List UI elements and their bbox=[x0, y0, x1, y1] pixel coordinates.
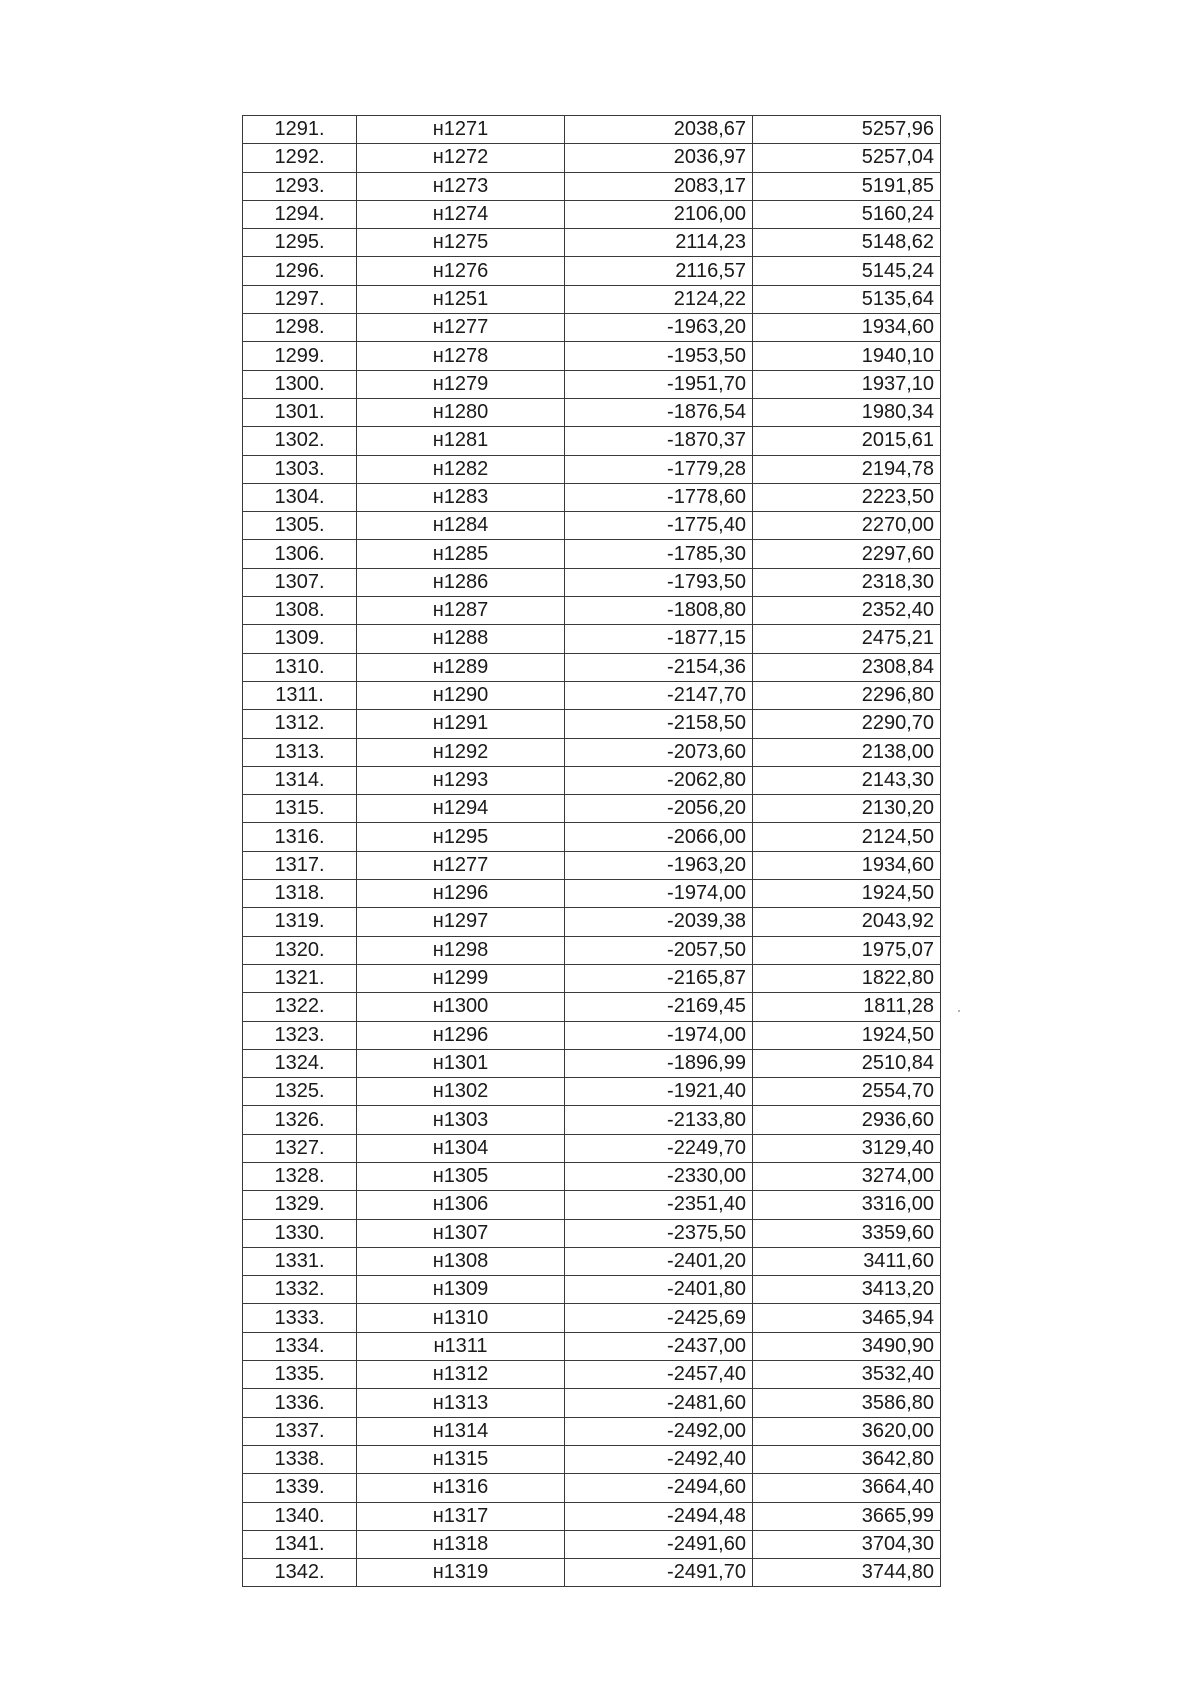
point-label-cell: н1282 bbox=[357, 455, 565, 483]
table-row bbox=[243, 1417, 941, 1445]
y-coordinate-cell: 2352,40 bbox=[753, 597, 941, 625]
row-number-cell: 1307. bbox=[243, 568, 357, 596]
y-coordinate-cell: 5191,85 bbox=[753, 172, 941, 200]
row-number-cell: 1336. bbox=[243, 1389, 357, 1417]
x-coordinate-cell: -1877,15 bbox=[565, 625, 753, 653]
x-coordinate-cell: -2494,48 bbox=[565, 1502, 753, 1530]
x-coordinate-cell: -1808,80 bbox=[565, 597, 753, 625]
row-number-cell: 1324. bbox=[243, 1049, 357, 1077]
row-number-cell: 1304. bbox=[243, 483, 357, 511]
row-number-cell: 1296. bbox=[243, 257, 357, 285]
y-coordinate-cell: 2297,60 bbox=[753, 540, 941, 568]
point-label-cell: н1272 bbox=[357, 144, 565, 172]
table-row bbox=[243, 1276, 941, 1304]
y-coordinate-cell: 3664,40 bbox=[753, 1474, 941, 1502]
row-number-cell: 1305. bbox=[243, 512, 357, 540]
y-coordinate-cell: 3411,60 bbox=[753, 1247, 941, 1275]
table-row bbox=[243, 398, 941, 426]
x-coordinate-cell: -2401,80 bbox=[565, 1276, 753, 1304]
point-label-cell: н1308 bbox=[357, 1247, 565, 1275]
point-label-cell: н1302 bbox=[357, 1078, 565, 1106]
row-number-cell: 1297. bbox=[243, 285, 357, 313]
row-number-cell: 1295. bbox=[243, 229, 357, 257]
table-row bbox=[243, 1530, 941, 1558]
point-label-cell: н1300 bbox=[357, 993, 565, 1021]
point-label-cell: н1311 bbox=[357, 1332, 565, 1360]
table-row bbox=[243, 314, 941, 342]
x-coordinate-cell: -2165,87 bbox=[565, 964, 753, 992]
point-label-cell: н1318 bbox=[357, 1530, 565, 1558]
coordinates-table-body bbox=[243, 116, 941, 1587]
y-coordinate-cell: 3359,60 bbox=[753, 1219, 941, 1247]
x-coordinate-cell: -1876,54 bbox=[565, 398, 753, 426]
y-coordinate-cell: 3704,30 bbox=[753, 1530, 941, 1558]
row-number-cell: 1327. bbox=[243, 1134, 357, 1162]
row-number-cell: 1306. bbox=[243, 540, 357, 568]
table-row bbox=[243, 1559, 941, 1587]
table-row bbox=[243, 427, 941, 455]
x-coordinate-cell: 2038,67 bbox=[565, 116, 753, 144]
y-coordinate-cell: 2318,30 bbox=[753, 568, 941, 596]
x-coordinate-cell: -2073,60 bbox=[565, 738, 753, 766]
row-number-cell: 1303. bbox=[243, 455, 357, 483]
table-row bbox=[243, 257, 941, 285]
x-coordinate-cell: -2481,60 bbox=[565, 1389, 753, 1417]
table-row bbox=[243, 540, 941, 568]
y-coordinate-cell: 3665,99 bbox=[753, 1502, 941, 1530]
row-number-cell: 1333. bbox=[243, 1304, 357, 1332]
x-coordinate-cell: -2457,40 bbox=[565, 1361, 753, 1389]
y-coordinate-cell: 2223,50 bbox=[753, 483, 941, 511]
y-coordinate-cell: 2194,78 bbox=[753, 455, 941, 483]
x-coordinate-cell: -2491,70 bbox=[565, 1559, 753, 1587]
point-label-cell: н1274 bbox=[357, 200, 565, 228]
x-coordinate-cell: -2154,36 bbox=[565, 653, 753, 681]
point-label-cell: н1280 bbox=[357, 398, 565, 426]
y-coordinate-cell: 2475,21 bbox=[753, 625, 941, 653]
row-number-cell: 1300. bbox=[243, 370, 357, 398]
table-row bbox=[243, 200, 941, 228]
point-label-cell: н1301 bbox=[357, 1049, 565, 1077]
y-coordinate-cell: 2308,84 bbox=[753, 653, 941, 681]
table-row bbox=[243, 993, 941, 1021]
point-label-cell: н1304 bbox=[357, 1134, 565, 1162]
point-label-cell: н1296 bbox=[357, 1021, 565, 1049]
row-number-cell: 1321. bbox=[243, 964, 357, 992]
table-row bbox=[243, 597, 941, 625]
coordinates-table-container bbox=[242, 115, 940, 1587]
y-coordinate-cell: 3586,80 bbox=[753, 1389, 941, 1417]
x-coordinate-cell: -2492,00 bbox=[565, 1417, 753, 1445]
point-label-cell: н1290 bbox=[357, 681, 565, 709]
table-row bbox=[243, 1474, 941, 1502]
table-row bbox=[243, 681, 941, 709]
row-number-cell: 1323. bbox=[243, 1021, 357, 1049]
point-label-cell: н1289 bbox=[357, 653, 565, 681]
point-label-cell: н1288 bbox=[357, 625, 565, 653]
x-coordinate-cell: -1896,99 bbox=[565, 1049, 753, 1077]
y-coordinate-cell: 1934,60 bbox=[753, 314, 941, 342]
y-coordinate-cell: 1937,10 bbox=[753, 370, 941, 398]
x-coordinate-cell: -2147,70 bbox=[565, 681, 753, 709]
table-row bbox=[243, 1162, 941, 1190]
point-label-cell: н1298 bbox=[357, 936, 565, 964]
row-number-cell: 1292. bbox=[243, 144, 357, 172]
y-coordinate-cell: 3274,00 bbox=[753, 1162, 941, 1190]
x-coordinate-cell: 2114,23 bbox=[565, 229, 753, 257]
table-row bbox=[243, 851, 941, 879]
row-number-cell: 1319. bbox=[243, 908, 357, 936]
point-label-cell: н1291 bbox=[357, 710, 565, 738]
y-coordinate-cell: 5135,64 bbox=[753, 285, 941, 313]
row-number-cell: 1308. bbox=[243, 597, 357, 625]
y-coordinate-cell: 1822,80 bbox=[753, 964, 941, 992]
row-number-cell: 1314. bbox=[243, 766, 357, 794]
point-label-cell: н1305 bbox=[357, 1162, 565, 1190]
y-coordinate-cell: 1940,10 bbox=[753, 342, 941, 370]
x-coordinate-cell: -1778,60 bbox=[565, 483, 753, 511]
x-coordinate-cell: -2491,60 bbox=[565, 1530, 753, 1558]
y-coordinate-cell: 2043,92 bbox=[753, 908, 941, 936]
point-label-cell: н1283 bbox=[357, 483, 565, 511]
table-row bbox=[243, 908, 941, 936]
y-coordinate-cell: 5160,24 bbox=[753, 200, 941, 228]
point-label-cell: н1281 bbox=[357, 427, 565, 455]
row-number-cell: 1301. bbox=[243, 398, 357, 426]
point-label-cell: н1316 bbox=[357, 1474, 565, 1502]
x-coordinate-cell: -2492,40 bbox=[565, 1445, 753, 1473]
table-row bbox=[243, 1049, 941, 1077]
table-row bbox=[243, 483, 941, 511]
point-label-cell: н1294 bbox=[357, 795, 565, 823]
point-label-cell: н1299 bbox=[357, 964, 565, 992]
x-coordinate-cell: 2106,00 bbox=[565, 200, 753, 228]
point-label-cell: н1276 bbox=[357, 257, 565, 285]
x-coordinate-cell: -1921,40 bbox=[565, 1078, 753, 1106]
row-number-cell: 1317. bbox=[243, 851, 357, 879]
x-coordinate-cell: -2066,00 bbox=[565, 823, 753, 851]
table-row bbox=[243, 766, 941, 794]
y-coordinate-cell: 1924,50 bbox=[753, 1021, 941, 1049]
point-label-cell: н1296 bbox=[357, 880, 565, 908]
table-row bbox=[243, 568, 941, 596]
row-number-cell: 1326. bbox=[243, 1106, 357, 1134]
x-coordinate-cell: -1793,50 bbox=[565, 568, 753, 596]
table-row bbox=[243, 1502, 941, 1530]
x-coordinate-cell: -2425,69 bbox=[565, 1304, 753, 1332]
table-row bbox=[243, 116, 941, 144]
point-label-cell: н1297 bbox=[357, 908, 565, 936]
scan-speck bbox=[958, 1010, 960, 1012]
y-coordinate-cell: 2124,50 bbox=[753, 823, 941, 851]
row-number-cell: 1325. bbox=[243, 1078, 357, 1106]
table-row bbox=[243, 512, 941, 540]
y-coordinate-cell: 2270,00 bbox=[753, 512, 941, 540]
row-number-cell: 1331. bbox=[243, 1247, 357, 1275]
table-row bbox=[243, 1332, 941, 1360]
y-coordinate-cell: 5145,24 bbox=[753, 257, 941, 285]
x-coordinate-cell: -1953,50 bbox=[565, 342, 753, 370]
point-label-cell: н1287 bbox=[357, 597, 565, 625]
table-row bbox=[243, 1389, 941, 1417]
row-number-cell: 1332. bbox=[243, 1276, 357, 1304]
y-coordinate-cell: 3465,94 bbox=[753, 1304, 941, 1332]
row-number-cell: 1294. bbox=[243, 200, 357, 228]
y-coordinate-cell: 2290,70 bbox=[753, 710, 941, 738]
point-label-cell: н1277 bbox=[357, 314, 565, 342]
row-number-cell: 1293. bbox=[243, 172, 357, 200]
table-row bbox=[243, 880, 941, 908]
table-row bbox=[243, 1304, 941, 1332]
table-row bbox=[243, 936, 941, 964]
y-coordinate-cell: 2143,30 bbox=[753, 766, 941, 794]
x-coordinate-cell: -2351,40 bbox=[565, 1191, 753, 1219]
table-row bbox=[243, 144, 941, 172]
point-label-cell: н1295 bbox=[357, 823, 565, 851]
point-label-cell: н1284 bbox=[357, 512, 565, 540]
row-number-cell: 1337. bbox=[243, 1417, 357, 1445]
point-label-cell: н1310 bbox=[357, 1304, 565, 1332]
y-coordinate-cell: 3642,80 bbox=[753, 1445, 941, 1473]
point-label-cell: н1303 bbox=[357, 1106, 565, 1134]
x-coordinate-cell: -1779,28 bbox=[565, 455, 753, 483]
table-row bbox=[243, 964, 941, 992]
x-coordinate-cell: -2249,70 bbox=[565, 1134, 753, 1162]
table-row bbox=[243, 1134, 941, 1162]
y-coordinate-cell: 2015,61 bbox=[753, 427, 941, 455]
table-row bbox=[243, 710, 941, 738]
point-label-cell: н1251 bbox=[357, 285, 565, 313]
x-coordinate-cell: -2437,00 bbox=[565, 1332, 753, 1360]
table-row bbox=[243, 625, 941, 653]
x-coordinate-cell: 2083,17 bbox=[565, 172, 753, 200]
point-label-cell: н1317 bbox=[357, 1502, 565, 1530]
table-row bbox=[243, 1021, 941, 1049]
row-number-cell: 1329. bbox=[243, 1191, 357, 1219]
point-label-cell: н1319 bbox=[357, 1559, 565, 1587]
y-coordinate-cell: 2138,00 bbox=[753, 738, 941, 766]
row-number-cell: 1312. bbox=[243, 710, 357, 738]
point-label-cell: н1278 bbox=[357, 342, 565, 370]
y-coordinate-cell: 2936,60 bbox=[753, 1106, 941, 1134]
y-coordinate-cell: 2510,84 bbox=[753, 1049, 941, 1077]
x-coordinate-cell: -2158,50 bbox=[565, 710, 753, 738]
x-coordinate-cell: -2056,20 bbox=[565, 795, 753, 823]
y-coordinate-cell: 3744,80 bbox=[753, 1559, 941, 1587]
x-coordinate-cell: -2375,50 bbox=[565, 1219, 753, 1247]
table-row bbox=[243, 795, 941, 823]
x-coordinate-cell: -2133,80 bbox=[565, 1106, 753, 1134]
table-row bbox=[243, 370, 941, 398]
x-coordinate-cell: -2039,38 bbox=[565, 908, 753, 936]
point-label-cell: н1314 bbox=[357, 1417, 565, 1445]
x-coordinate-cell: -2169,45 bbox=[565, 993, 753, 1021]
row-number-cell: 1335. bbox=[243, 1361, 357, 1389]
point-label-cell: н1309 bbox=[357, 1276, 565, 1304]
row-number-cell: 1338. bbox=[243, 1445, 357, 1473]
x-coordinate-cell: -1785,30 bbox=[565, 540, 753, 568]
point-label-cell: н1286 bbox=[357, 568, 565, 596]
coordinates-table bbox=[242, 115, 941, 1587]
table-row bbox=[243, 823, 941, 851]
x-coordinate-cell: -1775,40 bbox=[565, 512, 753, 540]
row-number-cell: 1310. bbox=[243, 653, 357, 681]
row-number-cell: 1322. bbox=[243, 993, 357, 1021]
y-coordinate-cell: 3620,00 bbox=[753, 1417, 941, 1445]
table-row bbox=[243, 653, 941, 681]
table-row bbox=[243, 1445, 941, 1473]
table-row bbox=[243, 342, 941, 370]
y-coordinate-cell: 3129,40 bbox=[753, 1134, 941, 1162]
table-row bbox=[243, 1361, 941, 1389]
x-coordinate-cell: -1870,37 bbox=[565, 427, 753, 455]
point-label-cell: н1307 bbox=[357, 1219, 565, 1247]
y-coordinate-cell: 5148,62 bbox=[753, 229, 941, 257]
point-label-cell: н1312 bbox=[357, 1361, 565, 1389]
point-label-cell: н1273 bbox=[357, 172, 565, 200]
y-coordinate-cell: 1924,50 bbox=[753, 880, 941, 908]
table-row bbox=[243, 738, 941, 766]
table-row bbox=[243, 455, 941, 483]
row-number-cell: 1339. bbox=[243, 1474, 357, 1502]
row-number-cell: 1311. bbox=[243, 681, 357, 709]
point-label-cell: н1315 bbox=[357, 1445, 565, 1473]
x-coordinate-cell: -2401,20 bbox=[565, 1247, 753, 1275]
x-coordinate-cell: -1951,70 bbox=[565, 370, 753, 398]
row-number-cell: 1302. bbox=[243, 427, 357, 455]
y-coordinate-cell: 1934,60 bbox=[753, 851, 941, 879]
row-number-cell: 1340. bbox=[243, 1502, 357, 1530]
row-number-cell: 1330. bbox=[243, 1219, 357, 1247]
x-coordinate-cell: -1974,00 bbox=[565, 1021, 753, 1049]
x-coordinate-cell: -1974,00 bbox=[565, 880, 753, 908]
row-number-cell: 1320. bbox=[243, 936, 357, 964]
y-coordinate-cell: 5257,04 bbox=[753, 144, 941, 172]
table-row bbox=[243, 1078, 941, 1106]
point-label-cell: н1313 bbox=[357, 1389, 565, 1417]
point-label-cell: н1275 bbox=[357, 229, 565, 257]
y-coordinate-cell: 1980,34 bbox=[753, 398, 941, 426]
row-number-cell: 1315. bbox=[243, 795, 357, 823]
point-label-cell: н1292 bbox=[357, 738, 565, 766]
y-coordinate-cell: 2130,20 bbox=[753, 795, 941, 823]
row-number-cell: 1318. bbox=[243, 880, 357, 908]
row-number-cell: 1316. bbox=[243, 823, 357, 851]
table-row bbox=[243, 1191, 941, 1219]
y-coordinate-cell: 3490,90 bbox=[753, 1332, 941, 1360]
point-label-cell: н1293 bbox=[357, 766, 565, 794]
row-number-cell: 1342. bbox=[243, 1559, 357, 1587]
y-coordinate-cell: 1975,07 bbox=[753, 936, 941, 964]
table-row bbox=[243, 285, 941, 313]
row-number-cell: 1334. bbox=[243, 1332, 357, 1360]
y-coordinate-cell: 3316,00 bbox=[753, 1191, 941, 1219]
x-coordinate-cell: -2494,60 bbox=[565, 1474, 753, 1502]
point-label-cell: н1271 bbox=[357, 116, 565, 144]
table-row bbox=[243, 1219, 941, 1247]
table-row bbox=[243, 172, 941, 200]
x-coordinate-cell: 2124,22 bbox=[565, 285, 753, 313]
y-coordinate-cell: 3413,20 bbox=[753, 1276, 941, 1304]
row-number-cell: 1291. bbox=[243, 116, 357, 144]
y-coordinate-cell: 2296,80 bbox=[753, 681, 941, 709]
x-coordinate-cell: -2057,50 bbox=[565, 936, 753, 964]
point-label-cell: н1306 bbox=[357, 1191, 565, 1219]
point-label-cell: н1285 bbox=[357, 540, 565, 568]
row-number-cell: 1298. bbox=[243, 314, 357, 342]
point-label-cell: н1279 bbox=[357, 370, 565, 398]
table-row bbox=[243, 1247, 941, 1275]
row-number-cell: 1313. bbox=[243, 738, 357, 766]
row-number-cell: 1299. bbox=[243, 342, 357, 370]
x-coordinate-cell: -1963,20 bbox=[565, 314, 753, 342]
row-number-cell: 1309. bbox=[243, 625, 357, 653]
row-number-cell: 1341. bbox=[243, 1530, 357, 1558]
y-coordinate-cell: 5257,96 bbox=[753, 116, 941, 144]
x-coordinate-cell: -1963,20 bbox=[565, 851, 753, 879]
row-number-cell: 1328. bbox=[243, 1162, 357, 1190]
point-label-cell: н1277 bbox=[357, 851, 565, 879]
x-coordinate-cell: -2330,00 bbox=[565, 1162, 753, 1190]
table-row bbox=[243, 1106, 941, 1134]
y-coordinate-cell: 1811,28 bbox=[753, 993, 941, 1021]
x-coordinate-cell: 2036,97 bbox=[565, 144, 753, 172]
y-coordinate-cell: 3532,40 bbox=[753, 1361, 941, 1389]
x-coordinate-cell: 2116,57 bbox=[565, 257, 753, 285]
table-row bbox=[243, 229, 941, 257]
x-coordinate-cell: -2062,80 bbox=[565, 766, 753, 794]
y-coordinate-cell: 2554,70 bbox=[753, 1078, 941, 1106]
